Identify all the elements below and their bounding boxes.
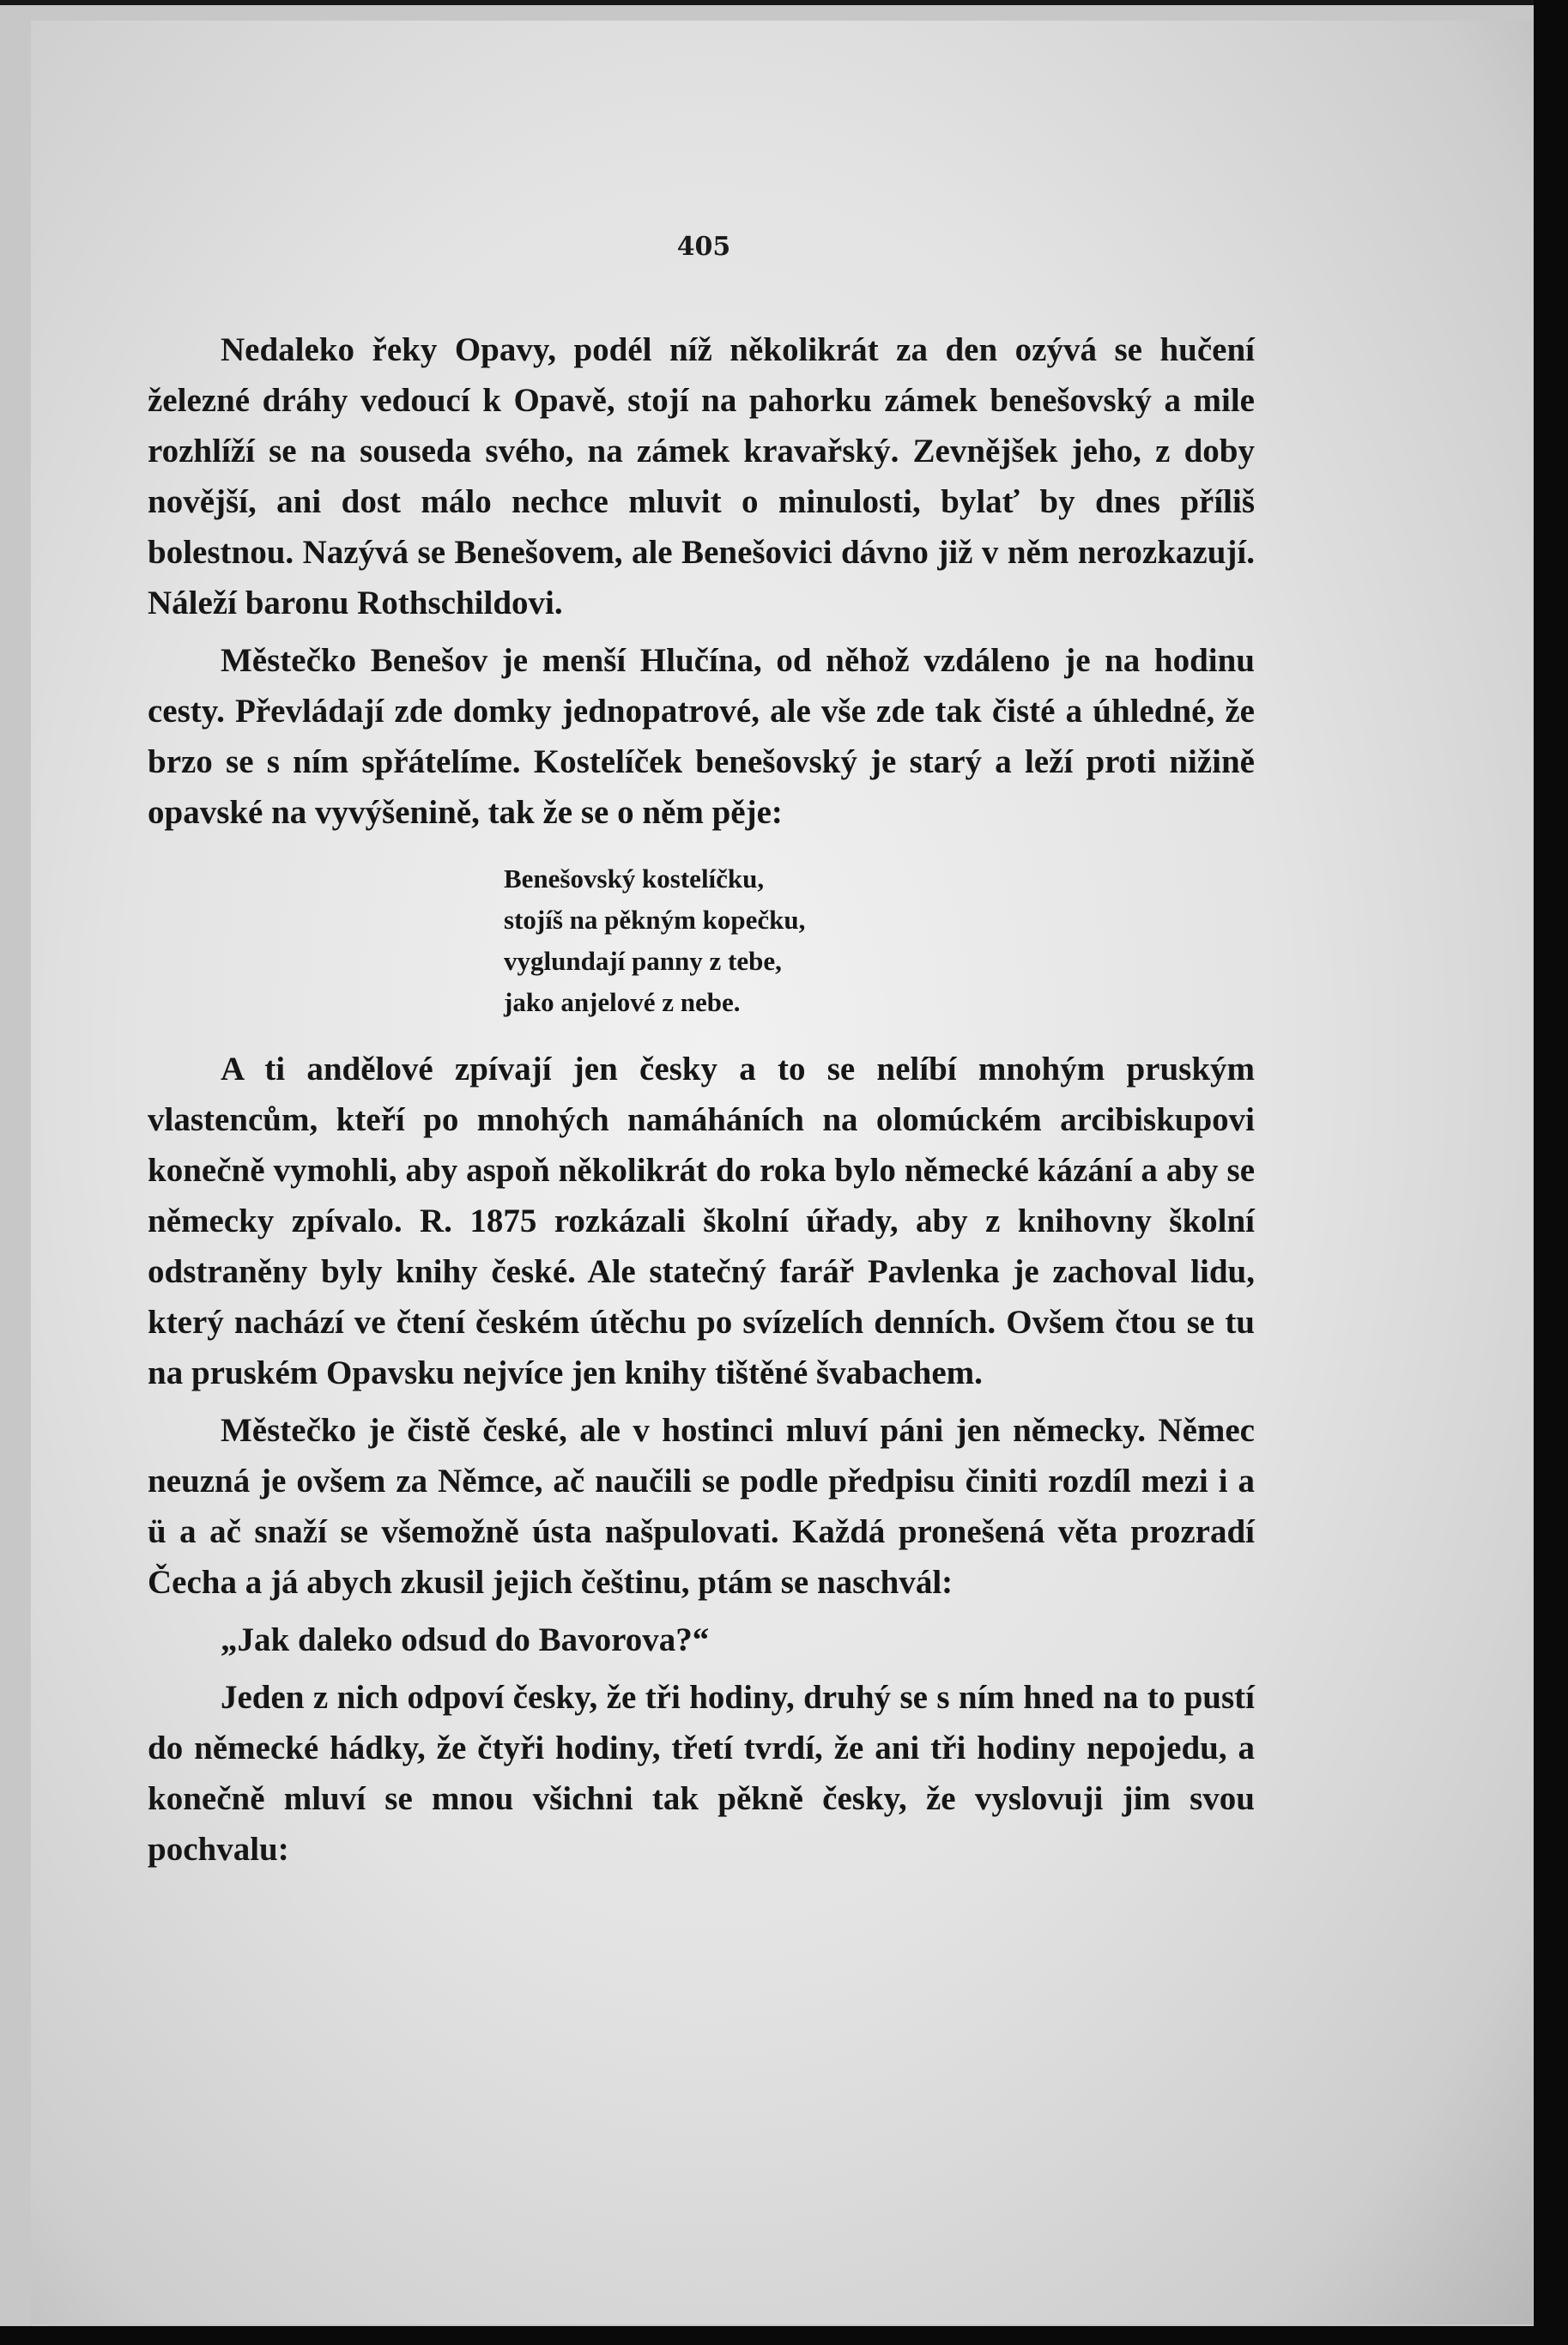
- paragraph: Nedaleko řeky Opavy, podél níž několikrát za den ozývá se hučení železné dráhy vedoucí k Opavě, stojí na pahorku zámek benešovský a mile rozhlíží se na souseda svého, na zámek kravařský. Zevnějšek jeho, z doby novější, ani dost málo nechce mluvit o minulosti, bylať by dnes příliš bolestnou. Nazývá se Benešovem, ale Benešovici dávno již v něm nerozkazují. Náleží baronu Rothschildovi.: [148, 331, 1255, 621]
- quoted-question: „Jak daleko odsud do Bavorova?“: [221, 1621, 710, 1658]
- poem-line: stojíš na pěkným kopečku,: [504, 905, 806, 935]
- page-number: 405: [676, 232, 731, 262]
- poem-line: jako anjelové z nebe.: [504, 987, 741, 1017]
- paragraph: Jeden z nich odpoví česky, že tři hodiny, druhý se s ním hned na to pustí do německé hádky, že čtyři hodiny, třetí tvrdí, že ani tři hodiny nepojedu, a konečně mluví se mnou všichni tak pěkně česky, že vyslovuji jim svou pochvalu:: [148, 1679, 1255, 1868]
- scan-border-top: [0, 0, 1568, 5]
- scan-border-bottom: [0, 2326, 1568, 2345]
- poem: [504, 858, 1255, 1023]
- poem-line: vyglundají panny z tebe,: [504, 946, 782, 976]
- scan-border-right: [1534, 0, 1568, 2345]
- paragraph: Městečko je čistě české, ale v hostinci mluví páni jen německy. Němec neuzná je ovšem za Němce, ač naučili se podle předpisu činiti rozdíl mezi i a ü a ač snaží se všemožně ústa našpulovati. Každá pronešená věta prozradí Čecha a já abych zkusil jejich češtinu, ptám se naschvál:: [148, 1412, 1255, 1601]
- paragraph: A ti andělové zpívají jen česky a to se nelíbí mnohým pruským vlastencům, kteří po mnohých namáháních na olomúckém arcibiskupovi konečně vymohli, aby aspoň několikrát do roka bylo německé kázání a aby se německy zpívalo. R. 1875 rozkázali školní úřady, aby z knihovny školní odstraněny byly knihy české. Ale statečný farář Pavlenka je zachoval lidu, který nachází ve čtení českém útěchu po svízelích denních. Ovšem čtou se tu na pruském Opavsku nejvíce jen knihy tištěné švabachem.: [148, 1051, 1255, 1391]
- body-text: [148, 324, 1255, 1881]
- paragraph: Městečko Benešov je menší Hlučína, od něhož vzdáleno je na hodinu cesty. Převládají zde domky jednopatrové, ale vše zde tak čisté a úhledné, že brzo se s ním spřátelíme. Kostelíček benešovský je starý a leží proti nižině opavské na vyvýšenině, tak že se o něm pěje:: [148, 642, 1255, 831]
- poem-line: Benešovský kostelíčku,: [504, 863, 765, 894]
